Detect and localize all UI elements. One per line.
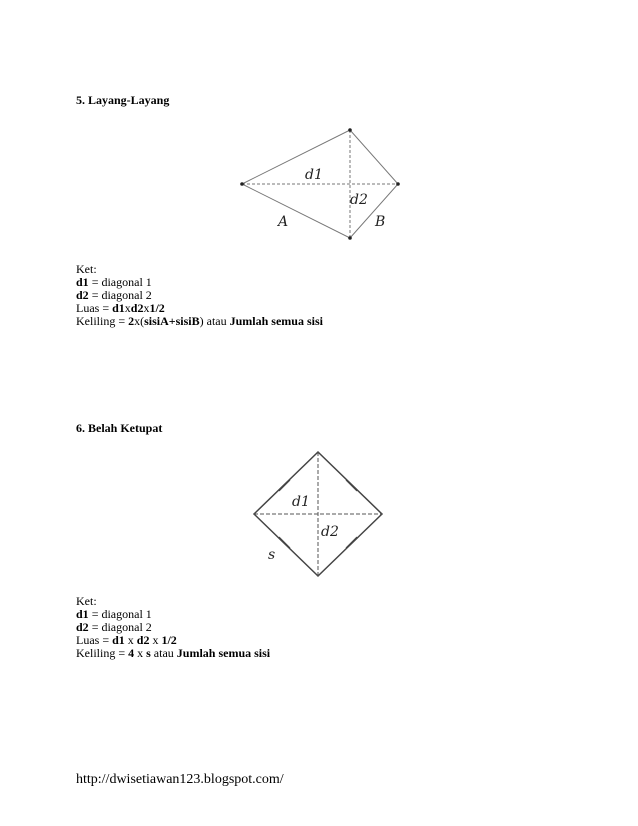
kite-label-d1: d1	[305, 167, 323, 183]
section-5-ket	[76, 263, 323, 328]
section-6-heading: 6. Belah Ketupat	[76, 421, 163, 435]
ket-d2-line: d2 = diagonal 2	[76, 288, 152, 302]
ket-d1-line: d1 = diagonal 1	[76, 607, 152, 621]
rhombus-label-d1: d1	[292, 494, 310, 510]
ket-label: Ket:	[76, 594, 97, 608]
ket-luas-line: Luas = d1 x d2 x 1/2	[76, 633, 177, 647]
ket-d2-line: d2 = diagonal 2	[76, 620, 152, 634]
rhombus-label-s: s	[268, 547, 276, 563]
kite-label-a: A	[278, 214, 289, 230]
kite-label-b: B	[375, 214, 386, 230]
rhombus-label-d2: d2	[321, 524, 339, 540]
ket-luas-line: Luas = d1xd2x1/2	[76, 301, 165, 315]
rhombus-figure	[250, 448, 386, 580]
ket-label: Ket:	[76, 262, 97, 276]
section-6-ket	[76, 595, 270, 660]
ket-keliling-line: Keliling = 2x(sisiA+sisiB) atau Jumlah semua sisi	[76, 314, 323, 328]
section-5-heading: 5. Layang-Layang	[76, 93, 170, 107]
ket-keliling-line: Keliling = 4 x s atau Jumlah semua sisi	[76, 646, 271, 660]
kite-figure	[230, 122, 410, 244]
ket-d1-line: d1 = diagonal 1	[76, 275, 152, 289]
footer-url[interactable]: http://dwisetiawan123.blogspot.com/	[76, 772, 284, 787]
kite-label-d2: d2	[350, 192, 368, 208]
